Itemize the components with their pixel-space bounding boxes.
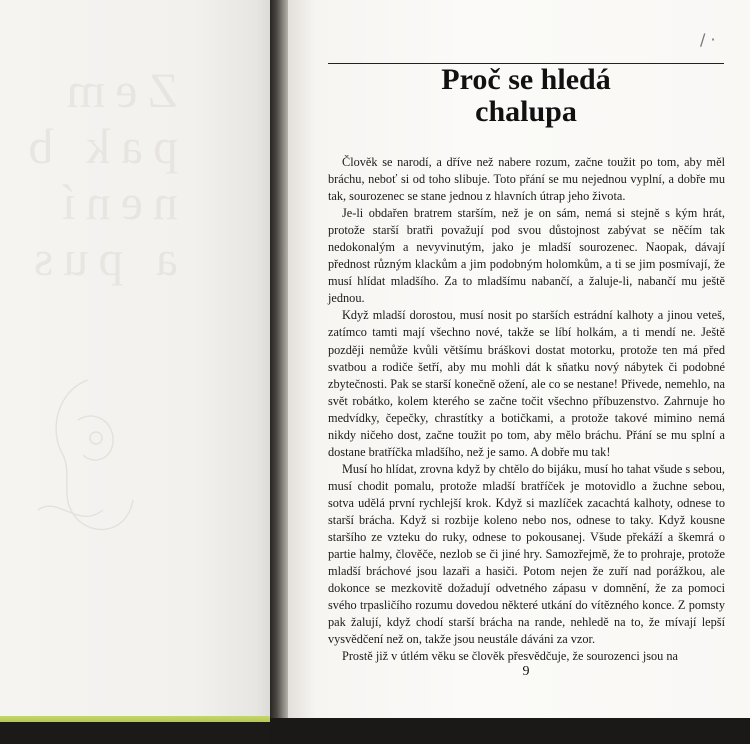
left-page-bleed-through: Zem pak b není a pus (18, 62, 178, 286)
corner-mark: / · (700, 30, 716, 49)
page-number: 9 (522, 664, 530, 679)
left-page-bleed-illustration (18, 360, 158, 550)
book-bottom-edge (270, 718, 750, 744)
chapter-title-line-2: chalupa (475, 95, 577, 128)
paragraph: Musí ho hlídat, zrovna když by chtělo do bijáku, musí ho tahat všude s sebou, musí chodit pomalu, protože mladší bratříček je motovidlo a žuchne sebou, sotva udělá první rychlejší krok. Když si mazlíček zacachtá kalhoty, odnese to starší brácha. Když si rozbije koleno nebo nos, odnese to taky. Když kousne staršího ze vzteku do ruky, odnese to pokousanej. Všude překáží a škemrá o partie halmy, člověče, nezlob se či jiné hry. Samozřejmě, že to prohraje, protože mladší bráchové jsou lazaři a hasiči. Potom nejen že zuří nad porážkou, ale dokonce se mezkovitě dožadují odvetného zápasu v domnění, že za pomoci svého trpasličího rozumu dovedou některé utkání do vítězného konce. Z pomsty pak žalují, když chodí starší brácha na rande, nehledě na to, že mívají lepší vysvědčení než on, takže jsou neustále dáváni za vzor. (328, 461, 725, 647)
right-page (288, 0, 750, 718)
chapter-title (328, 64, 724, 128)
chapter-title-line-1: Proč se hledá (441, 63, 611, 96)
paragraph: Člověk se narodí, a dříve než nabere rozum, začne toužit po tom, aby měl bráchu, neboť si od toho slibuje. Toto přání se mu nejednou vyplní, a dobře mu tak, sourozenec se stane jednou z hlavních útrap jeho života. (328, 155, 725, 204)
left-page (0, 0, 278, 722)
cover-edge (0, 716, 270, 722)
paragraph: Prostě již v útlém věku se člověk přesvědčuje, že sourozenci jsou na (342, 649, 679, 664)
paragraph: Je-li obdařen bratrem starším, než je on sám, nemá si stejně s kým hrát, protože starší bratři považují pod svou důstojnost zabývat se něčím tak nedokonalým a nevyvinutým, jako je mladší sourozenec. Naopak, dávají přednost různým klackům a jim podobným holomkům, a ti se jim posmívají, že musí hlídat mladšího. Za to mladšímu nabančí, a žaluje-li, nabančí mu ještě jednou. (328, 206, 725, 306)
body-text (328, 154, 725, 665)
paragraph: Když mladší dorostou, musí nosit po starších estrádní kalhoty a jinou veteš, zatímco tamti mají všechno nové, takže se líbí holkám, a ti mendí ne. Ještě později nemůže kvůli většímu bráškovi dostat motorku, protože ten má před svatbou a rodiče šetří, aby mu mohli dát k sňatku nový nábytek či podobné zbytečnosti. Pak se starší konečně ožení, ale co se nestane! Přivede, nemehlo, na svět robátko, kolem kterého se začne točit všechno příbuzenstvo. Zahrnuje ho medvídky, čepečky, chrastítky a botičkami, a protože takové mimino nemá nikdy ničeho dost, začne toužit po tom, aby mělo bráchu. Přání se mu splní a dostane bratříčka mladšího, než je samo. A dobře mu tak! (328, 308, 725, 459)
